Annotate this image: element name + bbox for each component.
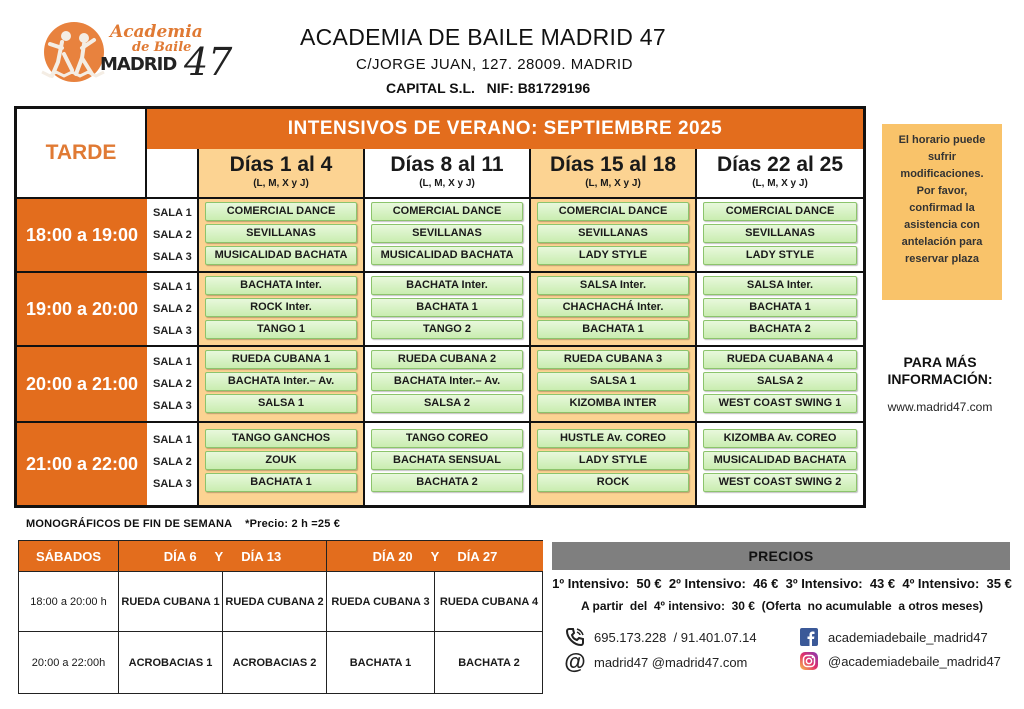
class-item: ROCK: [537, 473, 689, 492]
facebook-contact: [798, 626, 988, 648]
class-item: MUSICALIDAD BACHATA: [371, 246, 523, 265]
sala-label: SALA 3: [153, 325, 192, 337]
day-b: DÍA 13: [241, 548, 282, 564]
facebook-icon: [798, 626, 820, 648]
weekend-class: BACHATA 1: [327, 631, 435, 694]
class-cell: [697, 199, 863, 273]
class-item: MUSICALIDAD BACHATA: [205, 246, 357, 265]
weekend-class: RUEDA CUBANA 3: [327, 571, 435, 631]
class-item: BACHATA Inter.: [371, 276, 523, 295]
class-item: BACHATA 2: [703, 320, 857, 339]
class-item: BACHATA Inter.– Av.: [205, 372, 357, 391]
class-item: SALSA 1: [205, 394, 357, 413]
sala-label: SALA 1: [153, 281, 192, 293]
class-cell: [199, 273, 365, 347]
logo-debaile: de Baile: [132, 40, 192, 55]
weekend-class: BACHATA 2: [435, 631, 543, 694]
class-item: RUEDA CUBANA 2: [371, 350, 523, 369]
phone-numbers[interactable]: 695.173.228 / 91.401.07.14: [594, 629, 757, 645]
class-item: KIZOMBA INTER: [537, 394, 689, 413]
class-cell: [365, 347, 531, 423]
class-item: COMERCIAL DANCE: [371, 202, 523, 221]
day-header-3: [531, 149, 697, 199]
day-sub: (L, M, X y J): [253, 178, 309, 189]
class-cell: [199, 347, 365, 423]
weekend-price: *Precio: 2 h =25 €: [245, 518, 341, 530]
weekend-title: MONOGRÁFICOS DE FIN DE SEMANA: [26, 518, 232, 530]
day-title: Días 8 al 11: [390, 153, 504, 176]
sala-label: SALA 3: [153, 400, 192, 412]
weekend-group-2: [327, 541, 543, 571]
and-label: Y: [214, 548, 224, 564]
phone-contact: [564, 626, 757, 648]
class-cell: [697, 423, 863, 505]
sala-label: SALA 3: [153, 251, 192, 263]
class-item: SALSA Inter.: [537, 276, 689, 295]
day-b: DÍA 27: [457, 548, 498, 564]
more-info-heading: PARA MÁS INFORMACIÓN:: [887, 354, 993, 387]
day-header-2: [365, 149, 531, 199]
class-cell: [365, 423, 531, 505]
class-item: BACHATA 1: [205, 473, 357, 492]
time-slot-1: 18:00 a 19:00: [17, 199, 147, 273]
class-item: BACHATA 1: [371, 298, 523, 317]
day-sub: (L, M, X y J): [752, 178, 808, 189]
class-item: SEVILLANAS: [703, 224, 857, 243]
class-item: COMERCIAL DANCE: [205, 202, 357, 221]
time-slot-2: 19:00 a 20:00: [17, 273, 147, 347]
weekend-group-1: [119, 541, 327, 571]
tarde-label: TARDE: [17, 109, 147, 199]
class-cell: [365, 199, 531, 273]
class-item: BACHATA 2: [371, 473, 523, 492]
sala-label: SALA 1: [153, 207, 192, 219]
instagram-contact: [798, 650, 1001, 672]
academy-logo: [36, 14, 236, 94]
email-contact: [564, 651, 747, 673]
sala-list: [147, 199, 199, 273]
sala-label: SALA 2: [153, 378, 192, 390]
sala-list: [147, 423, 199, 505]
weekend-class: RUEDA CUBANA 4: [435, 571, 543, 631]
class-item: BACHATA SENSUAL: [371, 451, 523, 470]
address: C/JORGE JUAN, 127. 28009. MADRID: [356, 56, 633, 73]
class-item: BACHATA Inter.: [205, 276, 357, 295]
day-title: Días 15 al 18: [549, 153, 677, 176]
day-a: DÍA 20: [372, 548, 413, 564]
class-cell: [697, 273, 863, 347]
class-cell: [531, 199, 697, 273]
weekend-class: ACROBACIAS 2: [223, 631, 327, 694]
class-item: BACHATA 1: [537, 320, 689, 339]
class-item: MUSICALIDAD BACHATA: [703, 451, 857, 470]
class-item: TANGO GANCHOS: [205, 429, 357, 448]
class-cell: [531, 347, 697, 423]
page-title: ACADEMIA DE BAILE MADRID 47: [300, 24, 666, 50]
time-slot-3: 20:00 a 21:00: [17, 347, 147, 423]
time-slot-4: 21:00 a 22:00: [17, 423, 147, 505]
class-cell: [365, 273, 531, 347]
day-title: Días 1 al 4: [229, 153, 333, 176]
sala-label: SALA 2: [153, 229, 192, 241]
weekend-time: 18:00 a 20:00 h: [19, 571, 119, 631]
class-item: KIZOMBA Av. COREO: [703, 429, 857, 448]
class-item: SALSA 1: [537, 372, 689, 391]
weekend-class: ACROBACIAS 1: [119, 631, 223, 694]
prices-line-1: 1º Intensivo: 50 € 2º Intensivo: 46 € 3º Intensivo: 43 € 4º Intensivo: 35 €: [552, 576, 1012, 591]
weekend-class: RUEDA CUBANA 1: [119, 571, 223, 631]
class-item: TANGO 2: [371, 320, 523, 339]
email-address[interactable]: madrid47 @madrid47.com: [594, 654, 748, 670]
day-sub: (L, M, X y J): [585, 178, 641, 189]
sala-label: SALA 1: [153, 434, 192, 446]
class-item: COMERCIAL DANCE: [703, 202, 857, 221]
website-link[interactable]: www.madrid47.com: [887, 400, 993, 414]
day-title: Días 22 al 25: [716, 153, 844, 176]
class-cell: [697, 347, 863, 423]
class-item: SEVILLANAS: [205, 224, 357, 243]
sala-header-empty: [147, 149, 199, 199]
class-item: BACHATA Inter.– Av.: [371, 372, 523, 391]
class-item: LADY STYLE: [703, 246, 857, 265]
class-item: SALSA Inter.: [703, 276, 857, 295]
sala-list: [147, 347, 199, 423]
day-sub: (L, M, X y J): [419, 178, 475, 189]
schedule-notice: El horario puede sufrir modificaciones. Por favor, confirmad la asistencia con antelación para reservar plaza: [882, 124, 1002, 300]
prices-line-2: A partir del 4º intensivo: 30 € (Oferta no acumulable a otros meses): [580, 599, 984, 613]
class-item: SALSA 2: [703, 372, 857, 391]
sala-label: SALA 1: [153, 356, 192, 368]
class-item: LADY STYLE: [537, 451, 689, 470]
sala-list: [147, 273, 199, 347]
weekend-table: [18, 540, 543, 694]
class-item: RUEDA CUBANA 3: [537, 350, 689, 369]
class-item: RUEDA CUBANA 1: [205, 350, 357, 369]
day-header-4: [697, 149, 863, 199]
class-cell: [199, 199, 365, 273]
facebook-handle[interactable]: academiadebaile_madrid47: [828, 629, 988, 645]
logo-madrid: MADRID: [100, 54, 177, 75]
logo-number: 47: [184, 40, 233, 84]
class-cell: [531, 423, 697, 505]
class-item: WEST COAST SWING 1: [703, 394, 857, 413]
weekend-time: 20:00 a 22:00h: [19, 631, 119, 694]
class-item: TANGO COREO: [371, 429, 523, 448]
day-a: DÍA 6: [163, 548, 197, 564]
weekend-class: RUEDA CUBANA 2: [223, 571, 327, 631]
class-item: SEVILLANAS: [371, 224, 523, 243]
phone-icon: [564, 626, 586, 648]
class-cell: [531, 273, 697, 347]
sala-label: SALA 2: [153, 456, 192, 468]
day-header-1: [199, 149, 365, 199]
prices-heading: PRECIOS: [552, 542, 1010, 570]
class-item: COMERCIAL DANCE: [537, 202, 689, 221]
class-item: BACHATA 1: [703, 298, 857, 317]
at-icon: @: [564, 649, 586, 674]
class-item: ZOUK: [205, 451, 357, 470]
sala-label: SALA 2: [153, 303, 192, 315]
class-item: ROCK Inter.: [205, 298, 357, 317]
class-item: SEVILLANAS: [537, 224, 689, 243]
weekend-heading: [26, 518, 340, 530]
class-item: CHACHACHÁ Inter.: [537, 298, 689, 317]
instagram-handle[interactable]: @academiadebaile_madrid47: [828, 653, 1001, 669]
logo-academia: Academia: [110, 22, 203, 42]
class-item: WEST COAST SWING 2: [703, 473, 857, 492]
company-nif: CAPITAL S.L. NIF: B81729196: [386, 80, 591, 96]
saturdays-header: SÁBADOS: [19, 541, 119, 571]
and-label: Y: [430, 548, 440, 564]
class-item: TANGO 1: [205, 320, 357, 339]
class-cell: [199, 423, 365, 505]
class-item: RUEDA CUABANA 4: [703, 350, 857, 369]
class-item: LADY STYLE: [537, 246, 689, 265]
class-item: HUSTLE Av. COREO: [537, 429, 689, 448]
intensivos-title: INTENSIVOS DE VERANO: SEPTIEMBRE 2025: [147, 109, 863, 149]
class-item: SALSA 2: [371, 394, 523, 413]
dancers-logo-icon: [36, 18, 116, 88]
sala-label: SALA 3: [153, 478, 192, 490]
instagram-icon: [798, 650, 820, 672]
schedule-table: [14, 106, 866, 508]
